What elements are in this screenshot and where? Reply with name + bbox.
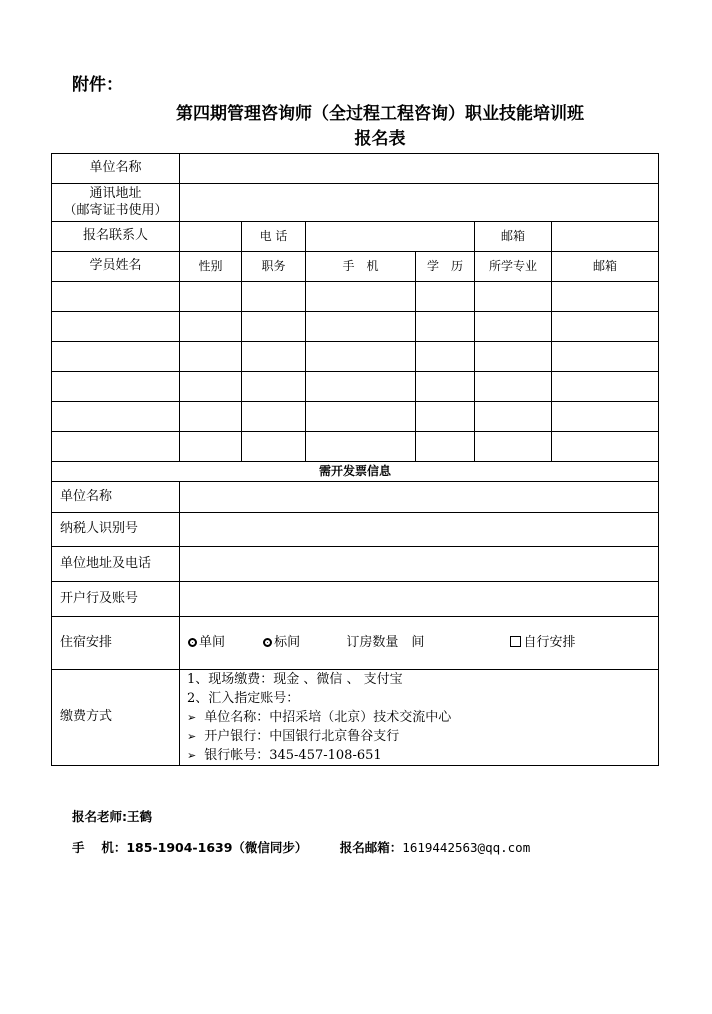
invoice-unit-name-field[interactable]: [180, 482, 659, 513]
student-header-row: [52, 252, 659, 282]
cell[interactable]: [180, 312, 242, 342]
cell[interactable]: [242, 372, 306, 402]
payment-line-account: [187, 746, 654, 765]
phone-label: 电 话: [242, 222, 306, 252]
arrow-bullet-icon: ➢: [187, 730, 197, 743]
cell[interactable]: [242, 312, 306, 342]
cell[interactable]: [180, 282, 242, 312]
email-field[interactable]: [552, 222, 659, 252]
contact-label: 报名联系人: [52, 222, 180, 252]
mobile-value: 185-1904-1639（微信同步）: [126, 840, 308, 855]
col-name: 学员姓名: [52, 252, 180, 282]
lodging-single-option[interactable]: [188, 635, 225, 650]
cell[interactable]: [552, 432, 659, 462]
payment-account-text: 银行帐号：345-457-108-651: [204, 748, 382, 763]
cell[interactable]: [475, 372, 552, 402]
cell[interactable]: [52, 342, 180, 372]
cell[interactable]: [52, 432, 180, 462]
lodging-self-label: 自行安排: [523, 634, 576, 650]
payment-unit-text: 单位名称：中招采培（北京）技术交流中心: [204, 710, 452, 725]
cell[interactable]: [306, 402, 416, 432]
room-count-field[interactable]: 订房数量 间: [346, 634, 425, 650]
cell[interactable]: [242, 432, 306, 462]
cell[interactable]: [552, 342, 659, 372]
payment-line-bank: [187, 727, 654, 746]
unit-address-phone-field[interactable]: [180, 547, 659, 582]
email-label: 邮箱: [475, 222, 552, 252]
lodging-single-label: 单间: [199, 634, 226, 650]
col-position: 职务: [242, 252, 306, 282]
lodging-standard-option[interactable]: [263, 635, 300, 650]
unit-address-phone-label: 单位地址及电话: [52, 547, 180, 582]
cell[interactable]: [416, 282, 475, 312]
col-education: 学 历: [416, 252, 475, 282]
address-label: [52, 184, 180, 222]
address-field[interactable]: [180, 184, 659, 222]
taxpayer-id-field[interactable]: [180, 513, 659, 547]
attachment-label: 附件：: [72, 75, 123, 95]
cell[interactable]: [306, 372, 416, 402]
cell[interactable]: [242, 342, 306, 372]
cell[interactable]: [552, 372, 659, 402]
email-label-footer: 报名邮箱：: [339, 840, 403, 855]
student-row: [52, 372, 659, 402]
cell[interactable]: [475, 432, 552, 462]
col-major: 所学专业: [475, 252, 552, 282]
cell[interactable]: [416, 312, 475, 342]
student-row: [52, 312, 659, 342]
cell[interactable]: [475, 342, 552, 372]
cell[interactable]: [242, 402, 306, 432]
lodging-label: 住宿安排: [52, 617, 180, 670]
cell[interactable]: [306, 432, 416, 462]
col-mobile: 手 机: [306, 252, 416, 282]
cell[interactable]: [180, 432, 242, 462]
cell[interactable]: [416, 342, 475, 372]
address-label-line1: 通讯地址: [89, 186, 142, 202]
cell[interactable]: [475, 282, 552, 312]
page-title: 第四期管理咨询师（全过程工程咨询）职业技能培训班: [176, 104, 584, 124]
radio-icon: [263, 638, 272, 647]
cell[interactable]: [180, 402, 242, 432]
cell[interactable]: [306, 282, 416, 312]
cell[interactable]: [306, 312, 416, 342]
col-email: 邮箱: [552, 252, 659, 282]
lodging-self-option[interactable]: [510, 635, 575, 650]
unit-name-label: 单位名称: [52, 154, 180, 184]
col-gender: 性别: [180, 252, 242, 282]
cell[interactable]: [52, 372, 180, 402]
student-row: [52, 342, 659, 372]
cell[interactable]: [242, 282, 306, 312]
cell[interactable]: [52, 282, 180, 312]
unit-name-field[interactable]: [180, 154, 659, 184]
student-row: [52, 402, 659, 432]
cell[interactable]: [475, 402, 552, 432]
email-value-footer: 1619442563@qq.com: [402, 840, 531, 855]
checkbox-icon: [510, 636, 521, 647]
page-subtitle: 报名表: [354, 129, 406, 149]
lodging-standard-label: 标间: [274, 634, 301, 650]
cell[interactable]: [180, 342, 242, 372]
invoice-section-header: 需开发票信息: [52, 462, 659, 482]
payment-details: [180, 670, 659, 766]
student-row: [52, 432, 659, 462]
cell[interactable]: [552, 402, 659, 432]
cell[interactable]: [306, 342, 416, 372]
payment-label: 缴费方式: [52, 670, 180, 766]
cell[interactable]: [416, 372, 475, 402]
cell[interactable]: [552, 312, 659, 342]
cell[interactable]: [416, 432, 475, 462]
bank-account-field[interactable]: [180, 582, 659, 617]
phone-field[interactable]: [306, 222, 475, 252]
payment-line-onsite: 1、现场缴费：现金 、微信 、 支付宝: [187, 672, 403, 687]
invoice-unit-name-label: 单位名称: [52, 482, 180, 513]
payment-line-unit: [187, 708, 654, 727]
lodging-options: [180, 617, 659, 670]
arrow-bullet-icon: ➢: [187, 711, 197, 724]
cell[interactable]: [552, 282, 659, 312]
cell[interactable]: [475, 312, 552, 342]
student-row: [52, 282, 659, 312]
mobile-label: 手 机：: [72, 840, 127, 855]
registration-form: [51, 153, 659, 766]
cell[interactable]: [180, 372, 242, 402]
contact-field[interactable]: [180, 222, 242, 252]
arrow-bullet-icon: ➢: [187, 749, 197, 762]
address-label-line2: （邮寄证书使用）: [63, 202, 168, 218]
taxpayer-id-label: 纳税人识别号: [52, 513, 180, 547]
cell[interactable]: [416, 402, 475, 432]
bank-account-label: 开户行及账号: [52, 582, 180, 617]
payment-bank-text: 开户银行：中国银行北京鲁谷支行: [204, 729, 400, 744]
cell[interactable]: [52, 402, 180, 432]
payment-line-transfer: 2、汇入指定账号：: [187, 691, 300, 706]
cell[interactable]: [52, 312, 180, 342]
footer-contact: [72, 838, 530, 856]
radio-icon: [188, 638, 197, 647]
footer-teacher: 报名老师:王鹤: [72, 809, 152, 824]
